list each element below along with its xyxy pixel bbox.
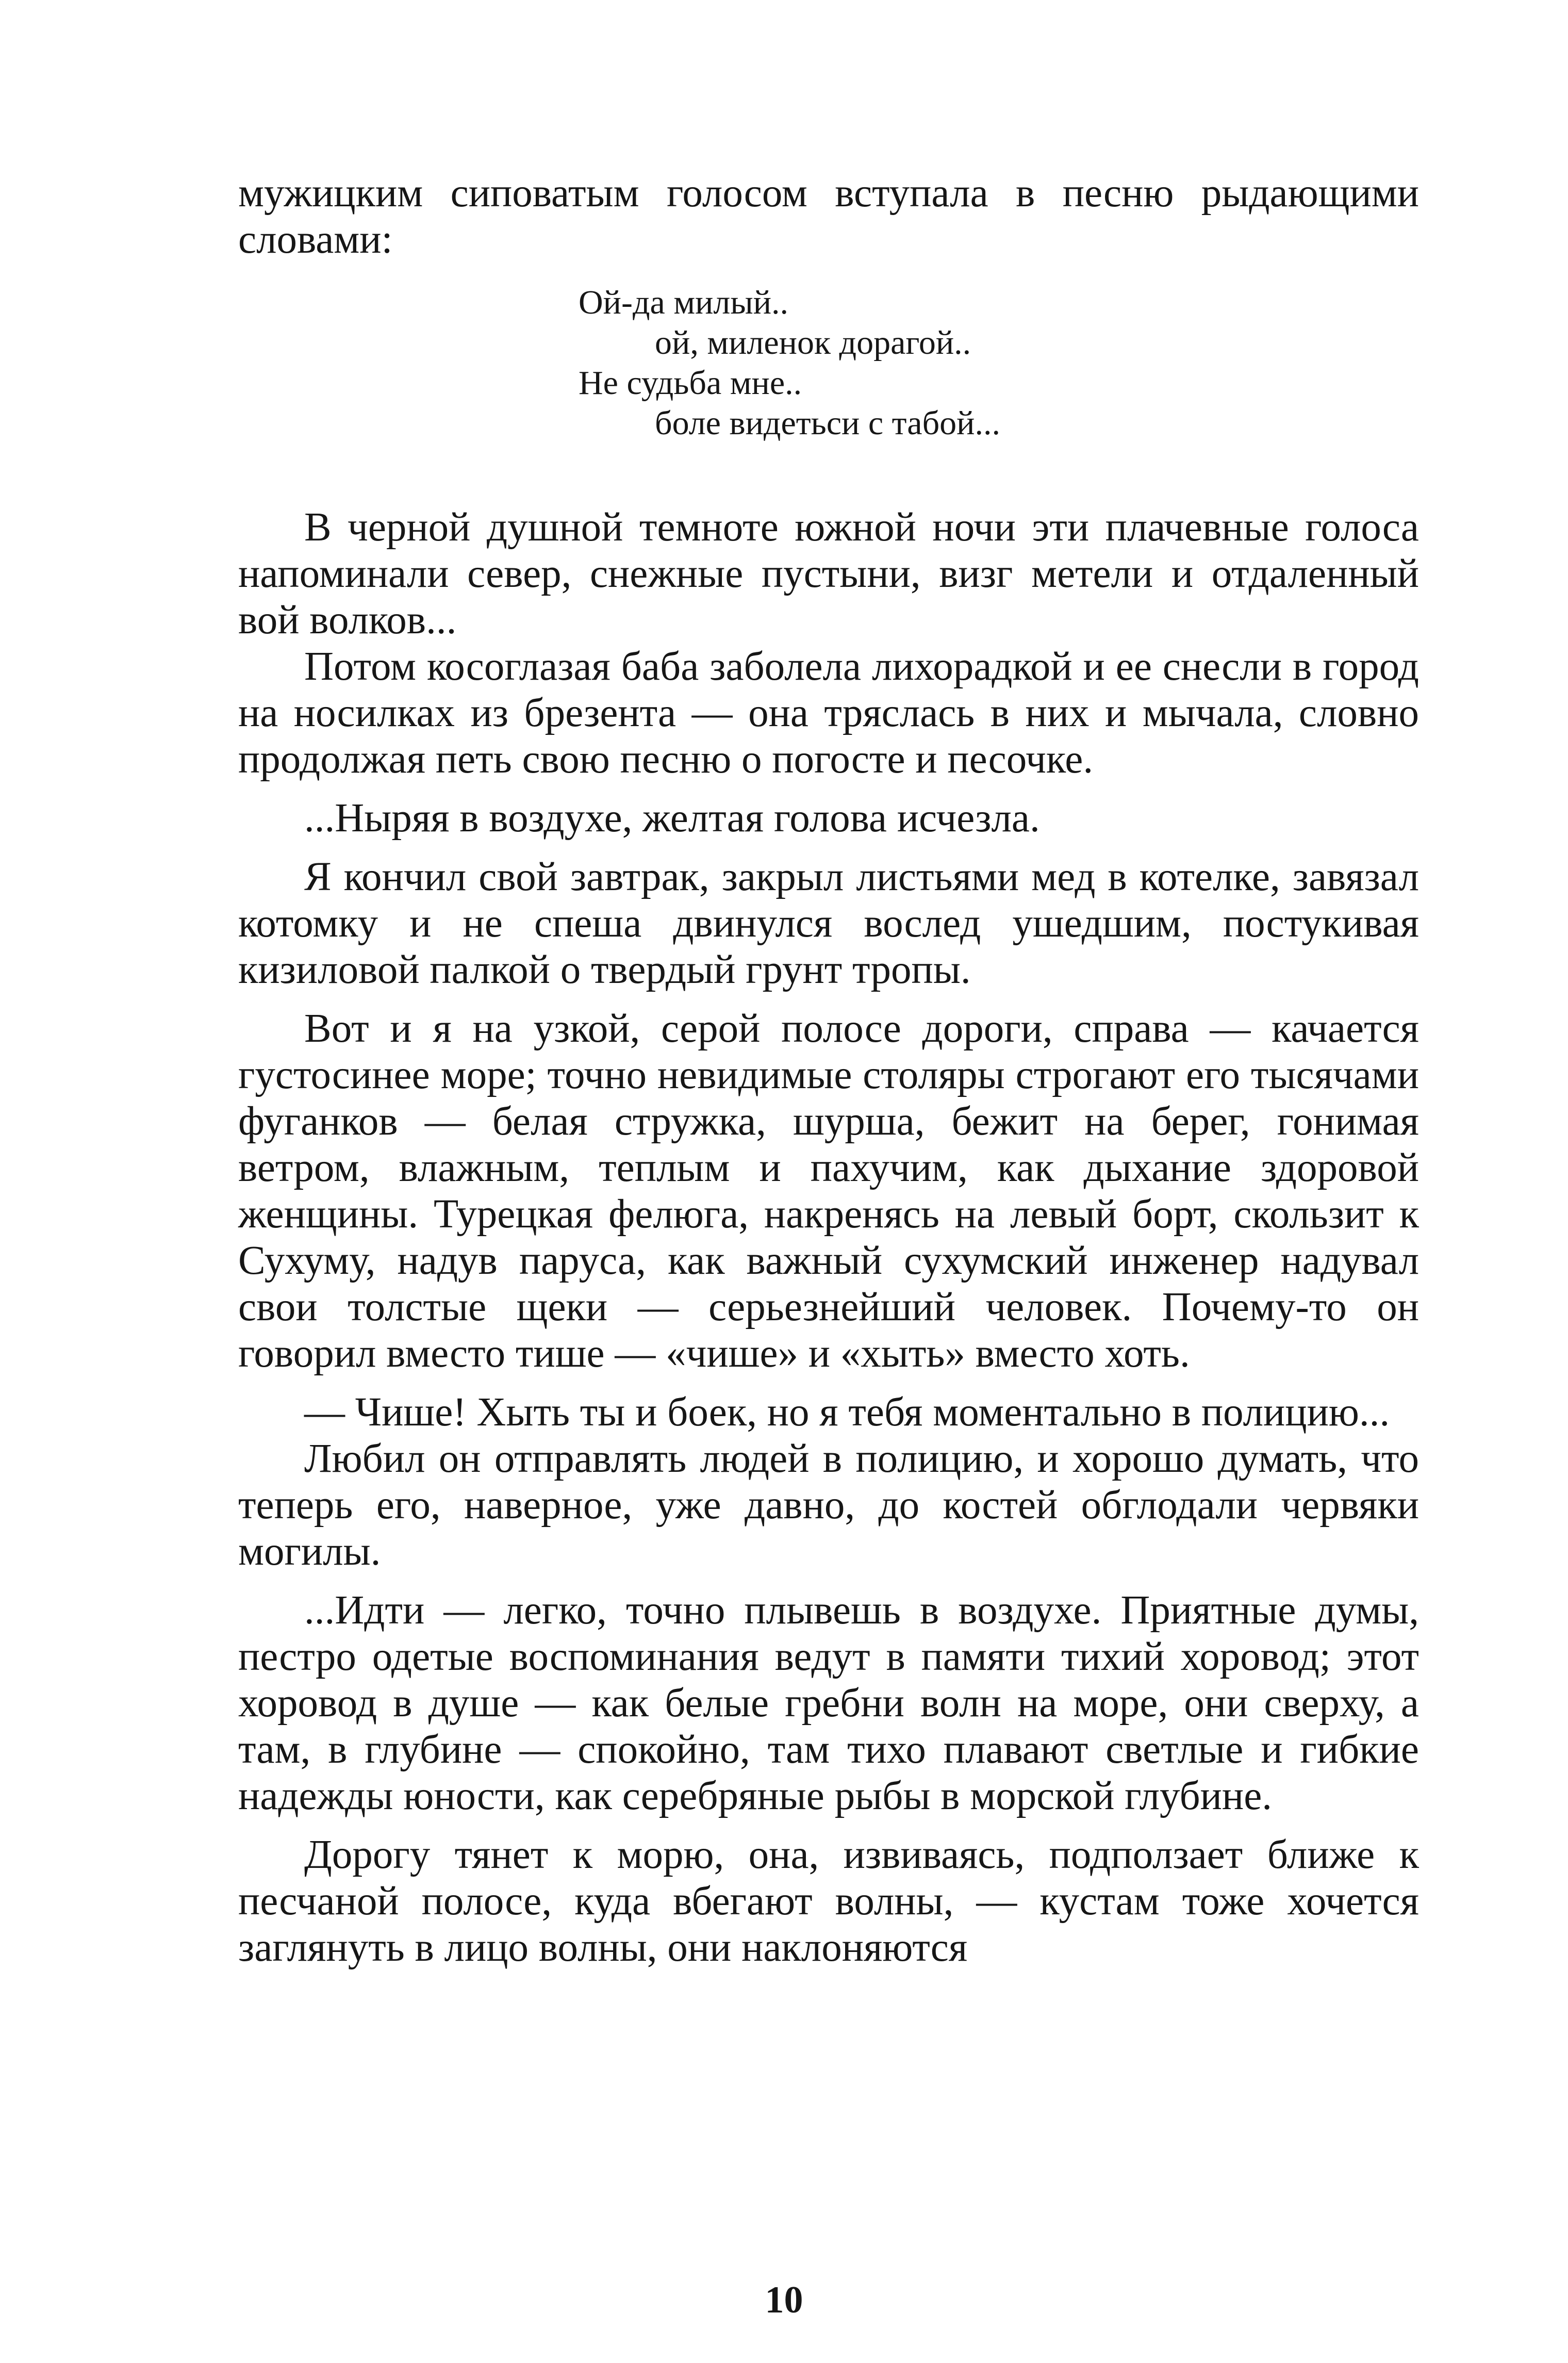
dialogue-line: — Чише! Хыть ты и боек, но я тебя моментально в полицию... [304,1390,1390,1435]
paragraph: ...Идти — легко, точно плывешь в воздухе. Приятные думы, пестро одетые воспоминания ведут в памяти тихий хоровод; этот хоровод в душе — как белые гребни волн на море, они сверху, а там, в глубине — спокойно, там тихо плавают светлые и гибкие надежды юности, как серебряные рыбы в морской глубине. [238,1588,1419,1818]
poem-line: Не судьба мне.. [579,364,802,402]
page-text [238,170,1419,1971]
poem-stanza [579,283,1419,444]
poem-line: боле видетьси с табой... [655,404,1000,442]
opening-paragraph: мужицким сиповатым голосом вступала в песню рыдающими словами: [238,171,1419,262]
poem-line: ой, миленок дорагой.. [655,324,971,362]
paragraph: Дорогу тянет к морю, она, извиваясь, подползает ближе к песчаной полосе, куда вбегают волны, — кустам тоже хочется заглянуть в лицо волны, они наклоняются [238,1832,1419,1970]
paragraph: Я кончил свой завтрак, закрыл листьями мед в котелке, завязал котомку и не спеша двинулся вослед ушедшим, постукивая кизиловой палкой о твердый грунт тропы. [238,855,1419,992]
page-number: 10 [765,2279,803,2321]
poem-line: Ой-да милый.. [579,284,789,321]
paragraph: В черной душной темноте южной ночи эти плачевные голоса напоминали север, снежные пустыни, визг метели и отдаленный вой волков... [238,505,1419,643]
paragraph: Потом косоглазая баба заболела лихорадкой и ее снесли в город на носилках из брезента — она тряслась в них и мычала, словно продолжая петь свою песню о погосте и песочке. [238,644,1419,782]
paragraph: Вот и я на узкой, серой полосе дороги, справа — качается густосинее море; точно невидимые столяры строгают его тысячами фуганков — белая стружка, шурша, бежит на берег, гонимая ветром, влажным, теплым и пахучим, как дыхание здоровой женщины. Турецкая фелюга, накренясь на левый борт, скользит к Сухуму, надув паруса, как важный сухумский инженер надувал свои толстые щеки — серьезнейший человек. Почему-то он говорил вместо тише — «чише» и «хыть» вместо хоть. [238,1006,1419,1376]
paragraph: Любил он отправлять людей в полицию, и хорошо думать, что теперь его, наверное, уже давно, до костей обглодали червяки могилы. [238,1436,1419,1574]
paragraph: ...Ныряя в воздухе, желтая голова исчезла. [304,796,1040,841]
